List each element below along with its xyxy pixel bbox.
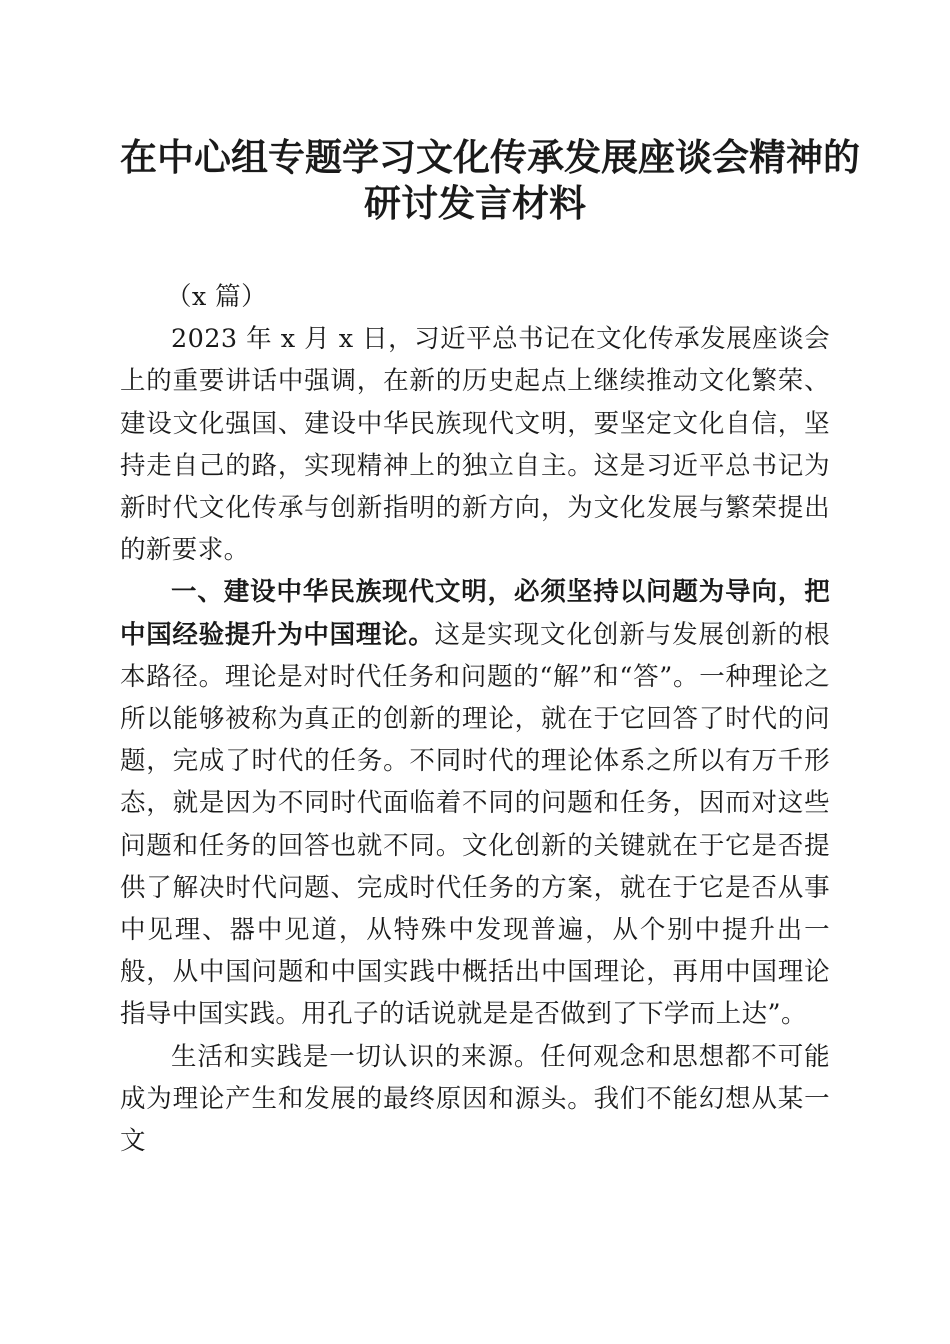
- document-title: [120, 134, 860, 226]
- section-one-heading: 一、建设中华民族现代文明，必须坚持以问题为导向，把中国经验提升为中国理论。: [120, 577, 830, 650]
- document-page: [120, 0, 860, 1162]
- title-line-1: 在中心组专题学习文化传承发展座谈会精神的: [120, 135, 860, 179]
- document-body: [120, 276, 830, 1162]
- paragraph-intro: 2023 年 x 月 x 日，习近平总书记在文化传承发展座谈会上的重要讲话中强调，在新的历史起点上继续推动文化繁荣、建设文化强国、建设中华民族现代文明，要坚定文化自信，坚持走自己的路，实现精神上的独立自主。这是习近平总书记为新时代文化传承与创新指明的新方向，为文化发展与繁荣提出的新要求。: [120, 324, 830, 566]
- paragraph-section-one: [120, 571, 830, 1035]
- section-one-text: 这是实现文化创新与发展创新的根本路径。理论是对时代任务和问题的“解”和“答”。一种理论之所以能够被称为真正的创新的理论，就在于它回答了时代的问题，完成了时代的任务。不同时代的理论体系之所以有万千形态，就是因为不同时代面临着不同的问题和任务，因而对这些问题和任务的回答也就不同。文化创新的关键就在于它是否提供了解决时代问题、完成时代任务的方案，就在于它是否从事中见理、器中见道，从特殊中发现普遍，从个别中提升出一般，从中国问题和中国实践中概括出中国理论，再用中国理论指导中国实践。用孔子的话说就是是否做到了下学而上达”。: [120, 619, 830, 1030]
- paragraph-practice: 生活和实践是一切认识的来源。任何观念和思想都不可能成为理论产生和发展的最终原因和源头。我们不能幻想从某一文: [120, 1041, 830, 1157]
- document-subtitle: （x 篇）: [166, 282, 267, 312]
- title-line-2: 研讨发言材料: [364, 181, 586, 225]
